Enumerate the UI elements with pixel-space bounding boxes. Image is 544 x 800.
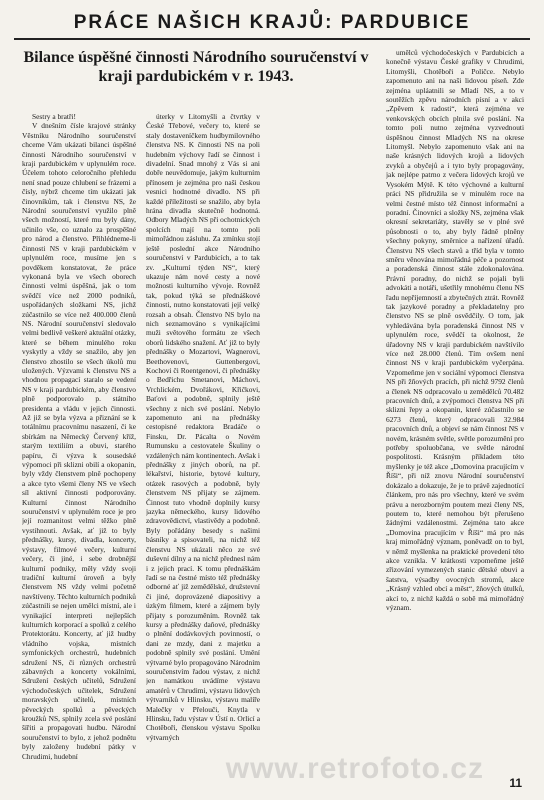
column-1-text: V dnešním čísle krajové stránky Věstníku Národního souručenství chceme Vám ukázati bilanci úspěšné činnosti Národního souručenství v kraji pardubickém v uplynulém roce. Účelem tohoto celoročního přehledu není snad pouze chlubení se frázemi a čísly, nýbrž chceme tím ukázati jak činovníkům, tak i členstvu NS, že Národní souručenství využilo plně všech možností, které mu byly dány, učinilo vše, co uznalo za prospěšné pro národ a členstvo. Přihlédneme-li činnosti NS v kraji pardubickém v uplynulém roce, musíme jen s povděkem konstatovat, že práce vykonaná byla ve všech oborech činnosti velmi úspěšná, jak o tom svědčí více než 2000 podniků, uspořádaných složkami NS, jichž zúčastnilo se více než 400.000 členů NS. Národní souručenství sledovalo velmi bedlivě veškeré aktuální otázky, které se během minulého roku vyskytly a vždy se snažilo, aby jen členstvo zhostilo se všech úkolů mu uložených. Výzvami k členstvu NS a vhodnou propagací staralo se vedení NS v kraji pardubickém, aby členstvo plně podporovalo p. státního presidenta a vládu v jejich činnosti. Až již se byla výzva a přiznání se k totálnímu pracovnímu nasazení, či ke sbírkám na Německý Červený kříž, starým textiliím a obuvi, starého papíru, či výzva k sousedské výpomoci při sklizni obilí a okopanin, byly vždy členstvem plně pochopeny a akce tyto všemi členy NS ve všech síl aktivní činnosti podporovány. Kulturní činnost Národního souručenství v uplynulém roce je pro její rozmanitost velmi těžko plně vystihnouti. Avšak, ať již to byly přednášky, kursy, divadla, koncerty, výstavy, filmové večery, kulturní večery, či jiné, i sebe drobnější kulturní podniky, měly vždy svoji tradiční kulturní úroveň a byly členstvem NS vždy velmi početně navštíveny. Těchto kulturních podniků zúčastnili se nejen umělci místní, ale i vynikající interpreti nejlepších kulturních korporací a spolků z celého Protektorátu. Koncerty, ať již hudby vládního vojska, místních symfonických orchestrů, hudebních sdružení NS, či různých orchestrů zábavných a koncerty vokálními, Sdružení českých učitelů, Sdružení východočeských učitelek, Sdružení moravských učitelů, místních pěveckých spolků a pěveckých kroužků NS, splnily zcela své poslání šířiti a propagovati hudbu. Národní souručenství to bylo, z jehož podnětu byly založeny hudební pátky v Chrudimi, hudební bbox=[22, 121, 136, 761]
article-column-3 bbox=[386, 48, 524, 748]
article-column-1 bbox=[22, 112, 136, 780]
column-2-text: úterky v Litomyšli a čtvrtky v České Třebové, večery to, které se staly dostaveníčkem hudbymilovného členstva NS. K činnosti NS na poli hudebním výchovy řadí se činnost i divadelní. Snad mnohý z Vás si ani dobře neuvědomuje, jakým kulturním přínosem je zejména pro naši českou vesnici hodnotné divadlo. NS při každé příležitosti se snažilo, aby byla hrána divadla skutečně hodnotná. Odbory Mladých NS při ochotnických spolcích mají na tomto poli mimořádnou zásluhu. Za zmínku stojí ještě poslední akce Národního souručenství v Pardubicích, a to tak zv. „Kulturní týden NS“, který ukazuje nám nové cesty a nové možnosti kulturního vývoje. Rovněž tak, pokud týká se přednáškové činnosti, nutno konstatovati její velký rozsah a obsah. Členstvo NS bylo na nich seznamováno s vynikajícími muži světového formátu ze všech oborů lidského snažení. Ať již to byly přednášky o Mozartovi, Wagnerovi, Beethovenovi, Guttenbergovi, Kochovi či Roentgenovi, či přednášky o Bedřichu Smetanovi, Máchovi, Vrchlickém, Dvořákovi, Křičkovi, Baťovi a podobně, splnily ještě všechny z nich své poslání. Nebylo zapomenuto ani na přednášky cestopisné redaktora Bradáče o Finsku, Dr. Pácalta o Novém Rumunsku a cestovatele Škuliny o vzdálených nám kontinentech. Avšak i přednášky z jiných oborů, na př. lékařství, historie, bytové kultury, otázek rasových a podobně, byly členstvem NS přijaty se zájmem. Činnost tuto vhodně doplnily kursy jazyka německého, kursy lidového zdravovědictví, vlastivědy a podobně. Byly pořádány besedy s našimi básníky a spisovateli, na nichž též členstvu NS ukázali něco ze své duševní dílny a na nichž přednesl nám i z jejich prací. K tomu přednáškám řadí se na čestné místo též přednášky odborné ať již zemědělské, družstevní či jiné, doprovázené diapositivy a úzkým filmem, které a zájmem byly přijaty s porozuměním. Rovněž tak kursy a přednášky daňové, přednášky o plnění dodávkových povinností, o dani ze mzdy, dani z majetku a podobně splnily své poslání. Umění výtvarné bylo propagováno Národním souručenstvím řadou výstav, z nichž jen namátkou uvádíme výstavu amatérů v Chrudimi, výstavu lidových výtvarníků v Hlinsku, výstavu malíře Malečky v Přelouči, Knytla v Hlinsku, řadu výstav v Ústí n. Orlicí a Chotěboři, členskou výstavu Spolku výtvarných bbox=[146, 112, 260, 742]
column-3-text: umělců východočeských v Pardubicích a konečně výstavu České grafiky v Chrudimi, Litomyšli, Chotěboři a Poličce. Nebylo zapomenuto ani na naši lidovou píseň. Zde zejména upláatnili se Mladí NS, a to v soutěžích zpěvu národních písní a v akci „Zpěvem k radosti“, která zejména ve venkovských obcích plnila své poslání. Na tomto poli nutno zejména vyzvednouti úspěšnou činnost Mladých NS na okrese Litomyšl. Nebylo zapomenuto však ani na naše krásných lidových krojů a lidových zvyků a obyčejů a i tyto byly propagovány, jak nejlépe patrno z večera lidových krojů ve Vysokém Mýtě. K této výchovné a kulturní práci NS přidružila se v minulém roce na velmi čestné místo též činnost informační a poradní. Činovníci a složky NS, zejména však okresní sekretariáty, stavěly se v plné své působnosti o to, aby byly řádně plněny všechny pokyny, směrnice a nařízení úřadů. Členstvu NS všech stavů a tříd byla v tomto směru věnována mimořádná péče a pozornost a poradenská činnost stále zdokonalována. Právní poradny, do nichž se pojali byli advokáti a notáři, ušetřily mnohému členu NS řadu nepříjemností a zbytečných ztrát. Rovněž tak jazykové poradny a překladatelny pro členstvo NS se plně osvědčily. O tom, jak vyhledávána byla poradenská činnost NS v uplynulém roce, svědčí ta okolnost, že úřadovny NS v kraji pardubickém navštívilo více než 28.000 členů. Tím ovšem není činnost NS v kraji pardubickém vyčerpána. Vzpomeňme jen v sociální výpomoci členstva NS při žňových pracích, při nichž 9792 členů a členek NS odpracovalo u zemědělců 70.482 pracovních dnů, a zvýpomoci členstva NS při sklizni řepy a okopanin, které zúčastnilo se 6273 členů, který odpracovali 32.984 pracovních dnů, a objeví se nám činnost NS v novém, krásném světle, světle porozumění pro potřeby spoluobčana, ve světle národní pospolitosti. Krásným příkladem této myšlenky je též akce „Domovina pracujícím v Říši“, při níž znovu Národní souručenství dokázalo a dokazuje, že je to právě zajednotící článkem, pro nás pro všechny, které ve svém právu a nerozborným poutem mezi členy NS, poutem to, které nemohou být přerušeno žádnými vzdálenostmi. Zejména tato akce „Domovina pracujícím v Říši“ má pro nás kraj mimořádný význam, poněvadž on to byl, v němž myšlenka na praktické provedení této akce vznikla. V krátkosti vzpomeňme ještě zřizování vymezených stanic dětské obuvi a šatstva, výsadby ovocných stromů, akce „Krásný vzhled obcí a měst“, žňových útulků, akcí to, z nichž každá o sobě má mimořádný význam. bbox=[386, 48, 524, 612]
article-headline: Bilance úspěšné činnosti Národního souručenství v kraji pardubickém v r. 1943. bbox=[23, 49, 369, 85]
section-header: PRÁCE NAŠICH KRAJŮ: PARDUBICE bbox=[14, 8, 530, 40]
watermark: www.retrofoto.cz bbox=[225, 752, 484, 785]
article-column-2-text-wrap bbox=[146, 112, 260, 780]
page-number: 11 bbox=[509, 776, 522, 790]
salutation: Sestry a bratři! bbox=[32, 112, 76, 121]
